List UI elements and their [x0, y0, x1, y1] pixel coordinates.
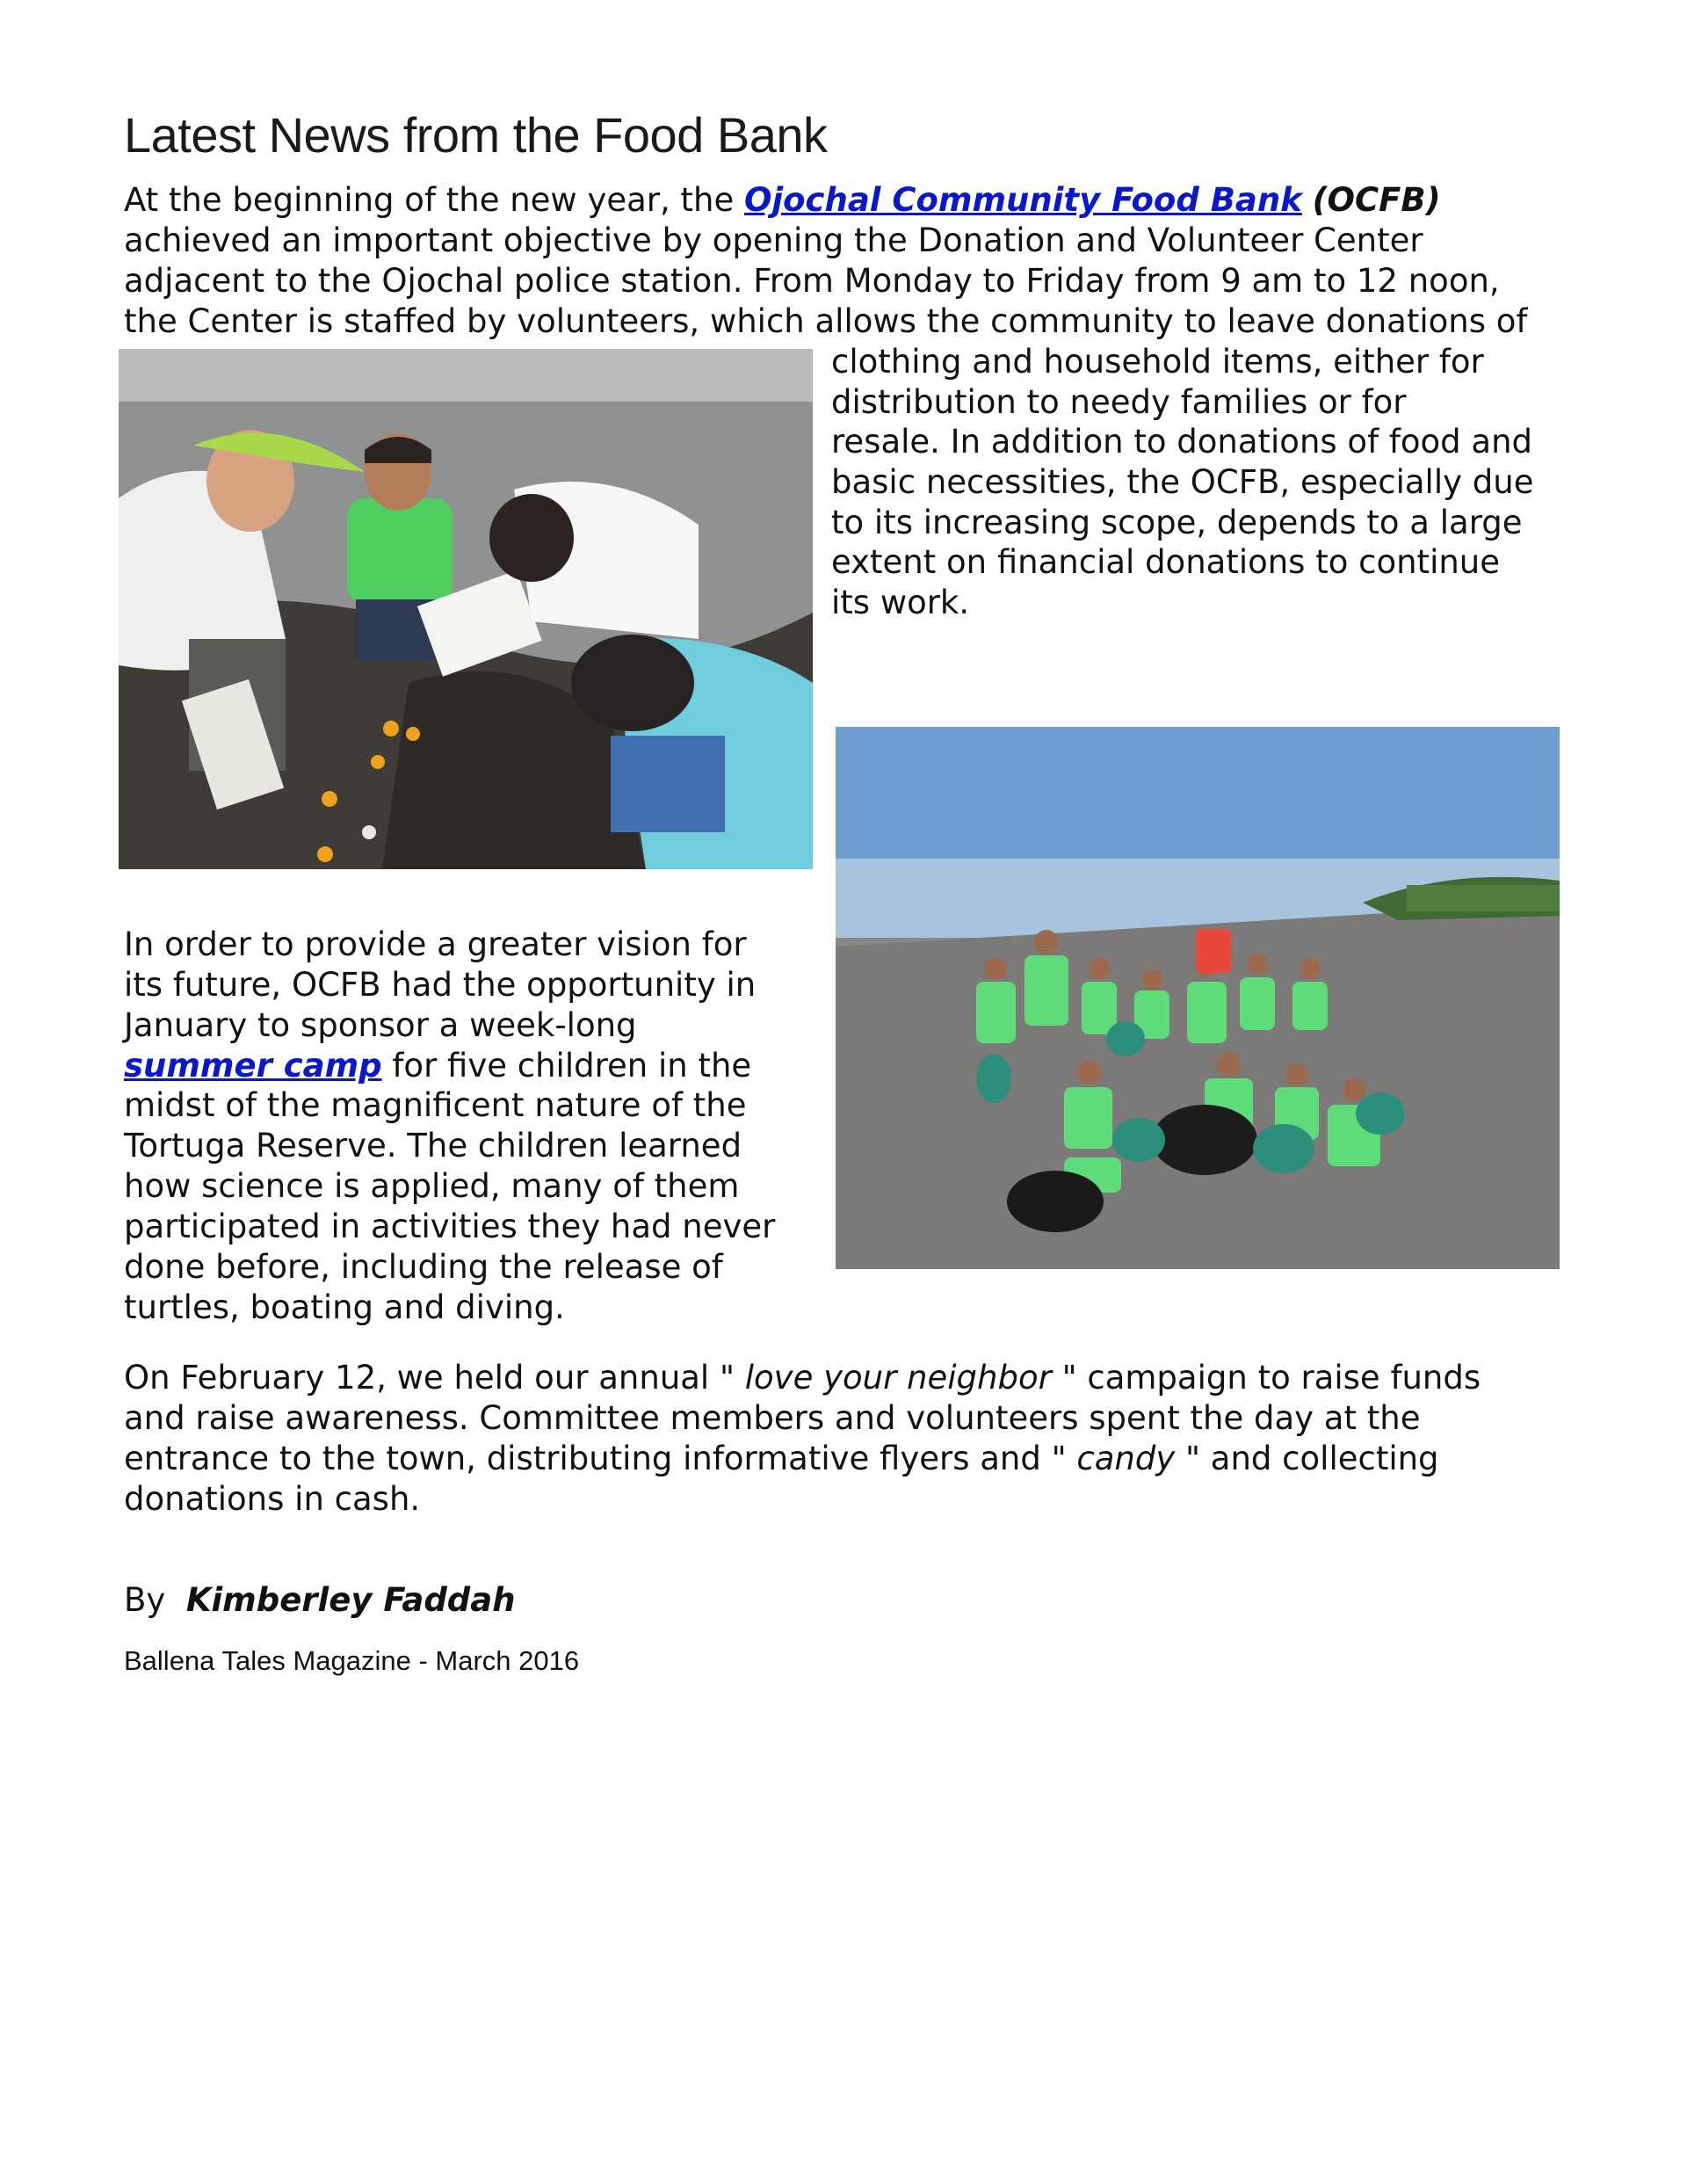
paragraph-2-line: done before, including the release of [124, 1248, 723, 1286]
paragraph-2-line: In order to provide a greater vision for [124, 925, 747, 963]
text-span: entrance to the town, distributing informative flyers and " [124, 1440, 1077, 1477]
paragraph-1-line: basic necessities, the OCFB, especially due [831, 463, 1534, 501]
paragraph-2-line [124, 1046, 751, 1086]
paragraph-1-line: resale. In addition to donations of food and [831, 423, 1533, 461]
byline [124, 1580, 516, 1620]
paragraph-3-line: donations in cash. [124, 1480, 421, 1518]
paragraph-1-line: distribution to needy families or for [831, 383, 1407, 421]
paragraph-2-line: midst of the magnificent nature of the [124, 1086, 747, 1124]
emphasis: candy [1076, 1440, 1176, 1477]
paragraph-1-line: to its increasing scope, depends to a large [831, 504, 1523, 541]
emphasis: love your neighbor [744, 1359, 1052, 1397]
paragraph-2-line: how science is applied, many of them [124, 1167, 740, 1205]
byline-prefix: By [124, 1581, 166, 1619]
paragraph-1-line: adjacent to the Ojochal police station. From Monday to Friday from 9 am to 12 noon, [124, 262, 1500, 300]
text-span: " campaign to raise funds [1051, 1359, 1481, 1397]
volunteers-sand-photo [119, 349, 813, 869]
paragraph-2-line: January to sponsor a week-long [124, 1006, 637, 1044]
beach-cleanup-group-photo [836, 727, 1560, 1269]
summer-camp-link[interactable]: summer camp [124, 1047, 382, 1085]
paragraph-3-line [124, 1358, 1481, 1398]
text-span: for five children in the [381, 1047, 752, 1085]
article-title: Latest News from the Food Bank [124, 107, 828, 163]
paragraph-2-line: participated in activities they had never [124, 1208, 776, 1245]
paragraph-3-line [124, 1439, 1439, 1479]
paragraph-3-line: and raise awareness. Committee members and volunteers spent the day at the [124, 1399, 1421, 1437]
ocfb-abbr: (OCFB) [1312, 181, 1441, 219]
ocfb-link[interactable]: Ojochal Community Food Bank [744, 181, 1302, 219]
paragraph-2-line: its future, OCFB had the opportunity in [124, 966, 757, 1004]
paragraph-2-line: turtles, boating and diving. [124, 1288, 565, 1326]
paragraph-1-line: its work. [831, 584, 970, 621]
publication-source: Ballena Tales Magazine - March 2016 [124, 1645, 580, 1676]
text-span: " and collecting [1175, 1440, 1439, 1477]
paragraph-1-line [124, 180, 1441, 221]
author-name: Kimberley Faddah [185, 1581, 516, 1619]
text-span: On February 12, we held our annual " [124, 1359, 745, 1397]
paragraph-2-line: Tortuga Reserve. The children learned [124, 1127, 742, 1165]
paragraph-1-line: clothing and household items, either for [831, 343, 1484, 381]
paragraph-1-line: achieved an important objective by opening the Donation and Volunteer Center [124, 221, 1423, 259]
paragraph-1-line: the Center is staffed by volunteers, which allows the community to leave donations of [124, 302, 1528, 340]
paragraph-1-line: extent on financial donations to continue [831, 543, 1501, 581]
text-span: At the beginning of the new year, the [124, 181, 744, 219]
